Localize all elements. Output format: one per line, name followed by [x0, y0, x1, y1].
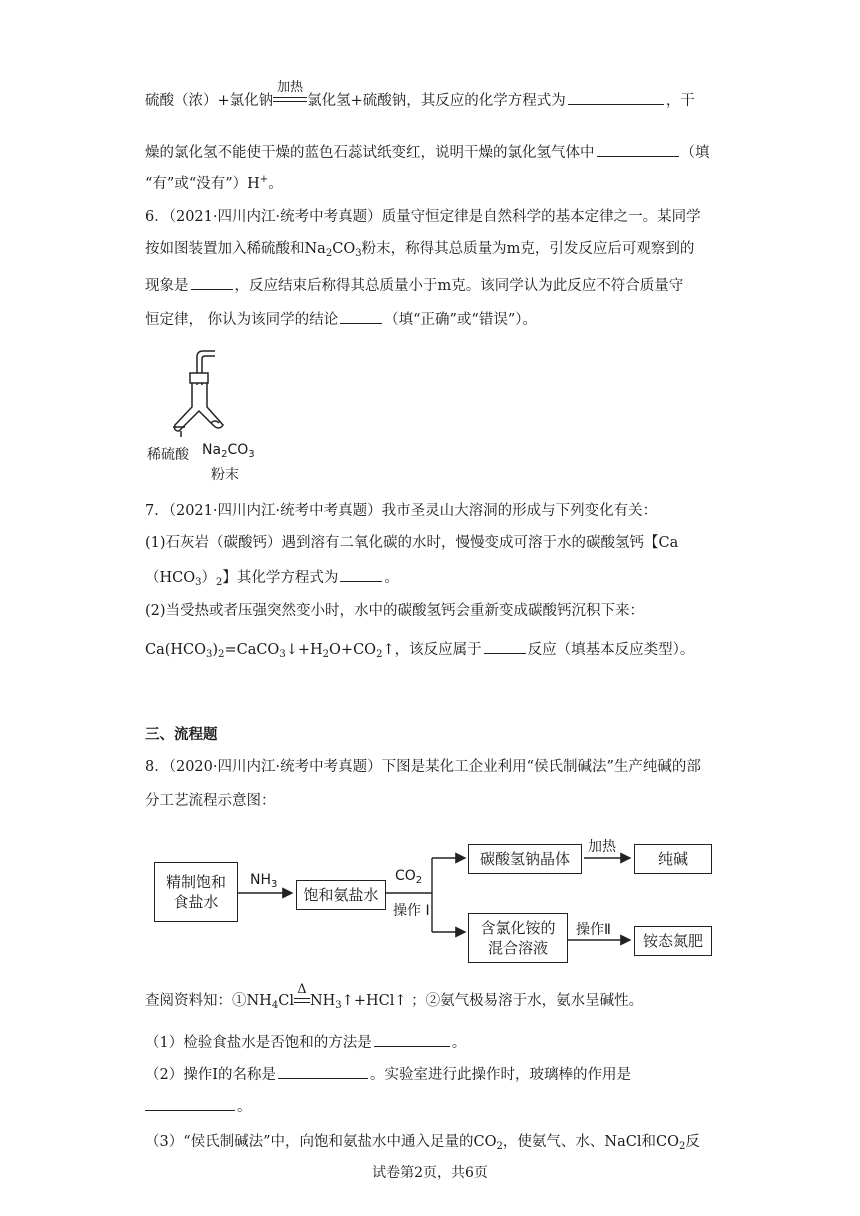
subscript: 3	[195, 577, 202, 588]
q8-text: 分工艺流程示意图：	[145, 793, 276, 809]
na-text: Na	[202, 442, 222, 458]
subscript: 2	[322, 649, 330, 660]
q8-text: （2）操作I的名称是	[145, 1067, 276, 1083]
q5-text: 氯化氢+硫酸钠，其反应的化学方程式为	[307, 93, 566, 109]
q6-text: CO	[332, 241, 356, 257]
q8-text: （3）“侯氏制碱法”中，向饱和氨盐水中通入足量的CO	[145, 1134, 497, 1150]
flow-label-operation-2: 操作Ⅱ	[576, 922, 611, 938]
subscript: 2	[216, 577, 223, 588]
q6-text: （填“正确”或“错误”）。	[384, 312, 538, 328]
subscript: 2	[415, 875, 423, 886]
figure-label-powder: 粉末	[211, 467, 239, 483]
q7-text: 反应（填基本反应类型）。	[527, 642, 695, 658]
box-text: 混合溶液	[487, 939, 548, 957]
q7-text: ↑，该反应属于	[382, 642, 482, 658]
flow-label-heating: 加热	[588, 839, 616, 855]
q7-text: 。	[384, 570, 399, 586]
answer-blank[interactable]	[374, 1032, 450, 1047]
q8-text: 。	[451, 1035, 467, 1051]
subscript: 3	[271, 879, 278, 890]
q7-text: (1)石灰岩（碳酸钙）遇到溶有二氧化碳的水时，慢慢变成可溶于水的碳酸氢钙【Ca	[145, 535, 679, 551]
q8-text: ，使氨气、水、NaCl和CO	[502, 1134, 679, 1150]
q8-part-1	[145, 1032, 466, 1053]
subscript: 2	[678, 1141, 686, 1152]
subscript: 3	[355, 248, 362, 259]
info-text: NH	[309, 993, 336, 1009]
q8-part-3	[145, 1132, 700, 1152]
answer-blank[interactable]	[145, 1096, 235, 1111]
subscript: 2	[221, 449, 228, 460]
equation-text: =CaCO	[224, 642, 280, 658]
superscript: +	[259, 174, 269, 185]
subscript: 2	[218, 649, 225, 660]
co-text: CO	[395, 868, 416, 884]
q8-text: 反	[685, 1134, 700, 1150]
q5-text: （填	[680, 145, 710, 161]
equation-text: Ca(HCO	[145, 642, 207, 658]
q5-text: 。	[268, 176, 283, 192]
q5-text: “有”或“没有”）H	[145, 176, 260, 192]
flow-label-co2	[395, 868, 422, 884]
q5-text: ，干	[665, 93, 695, 109]
q6-text: 6．（2021·四川内江·统考中考真题）质量守恒定律是自然科学的基本定律之一。某同学	[145, 209, 701, 225]
q7-text: (2)当受热或者压强突然变小时，水中的碳酸氢钙会重新变成碳酸钙沉积下来：	[145, 603, 645, 619]
flow-box-ammonium-nitrogen-fertilizer: 铵态氮肥	[634, 926, 712, 956]
info-text: 查阅资料知：①NH	[145, 993, 272, 1009]
page-footer: 试卷第2页，共6页	[372, 1165, 488, 1181]
delta-label: Δ	[297, 982, 307, 997]
subscript: 2	[496, 1141, 503, 1152]
q5-text: 硫酸（浓）+氯化钠	[145, 93, 274, 109]
subscript: 4	[271, 1000, 279, 1011]
subscript: 3	[335, 1000, 342, 1011]
flow-label-nh3	[250, 872, 277, 888]
equation-text: O+CO	[329, 642, 377, 658]
box-text: 含氯化铵的	[480, 919, 556, 937]
figure-label-dilute-sulfuric-acid: 稀硫酸	[147, 447, 189, 463]
flow-box-ammonium-chloride-mixture	[468, 913, 568, 963]
q7-text: 】其化学方程式为	[222, 570, 339, 586]
q7-text: 7．（2021·四川内江·统考中考真题）我市圣灵山大溶洞的形成与下列变化有关：	[145, 503, 658, 519]
subscript: 2	[325, 248, 333, 259]
q8-text: 。	[237, 1099, 252, 1115]
answer-blank[interactable]	[278, 1064, 368, 1079]
flow-label-operation-1: 操作 I	[393, 903, 430, 919]
q8-info-line	[145, 982, 644, 1011]
q8-part-2	[145, 1064, 631, 1085]
q6-text: 粉末，称得其总质量为m克，引发反应后可观察到的	[361, 241, 695, 257]
section-title: 三、流程题	[145, 726, 218, 743]
info-text: ↑+HCl↑ ；②氨气极易溶于水，氨水呈碱性。	[341, 993, 644, 1009]
equation-text: ↓+H	[285, 642, 323, 658]
q7-text: ）	[201, 570, 217, 586]
heat-label: 加热	[277, 80, 304, 95]
q8-text: （1）检验食盐水是否饱和的方法是	[145, 1035, 372, 1051]
q8-part-2-cont	[145, 1096, 252, 1117]
q8-text: 。实验室进行此操作时，玻璃棒的作用是	[369, 1067, 631, 1083]
q7-text: （HCO	[145, 570, 196, 586]
equation-text: )	[212, 642, 219, 658]
q6-text: ，反应结束后称得其总质量小于m克。该同学认为此反应不符合质量守	[234, 278, 684, 294]
q6-text: 恒定律， 你认为该同学的结论	[145, 312, 339, 328]
info-text: Cl	[278, 993, 294, 1009]
flow-box-soda-ash: 纯碱	[634, 844, 712, 874]
q6-text: 现象是	[145, 278, 189, 294]
flow-box-saturated-ammonia-brine: 饱和氨盐水	[296, 880, 386, 910]
subscript: 3	[206, 649, 213, 660]
subscript: 3	[248, 449, 255, 460]
box-text: 精制饱和	[165, 873, 226, 891]
co-text: CO	[227, 442, 249, 458]
flow-box-sodium-bicarbonate-crystal: 碳酸氢钠晶体	[468, 844, 582, 874]
heating-delta-sign	[294, 982, 310, 1008]
subscript: 3	[279, 649, 286, 660]
nh-text: NH	[250, 872, 271, 888]
subscript: 2	[376, 649, 383, 660]
q6-text: 按如图装置加入稀硫酸和Na	[145, 241, 326, 257]
box-text: 食盐水	[173, 893, 219, 911]
q5-text: 燥的氯化氢不能使干燥的蓝色石蕊试纸变红，说明干燥的氯化氢气体中	[145, 145, 595, 161]
flow-box-refined-saturated-brine	[154, 862, 238, 922]
q8-text: 8．（2020·四川内江·统考中考真题）下图是某化工企业利用“侯氏制碱法”生产纯碱的部	[145, 759, 701, 775]
